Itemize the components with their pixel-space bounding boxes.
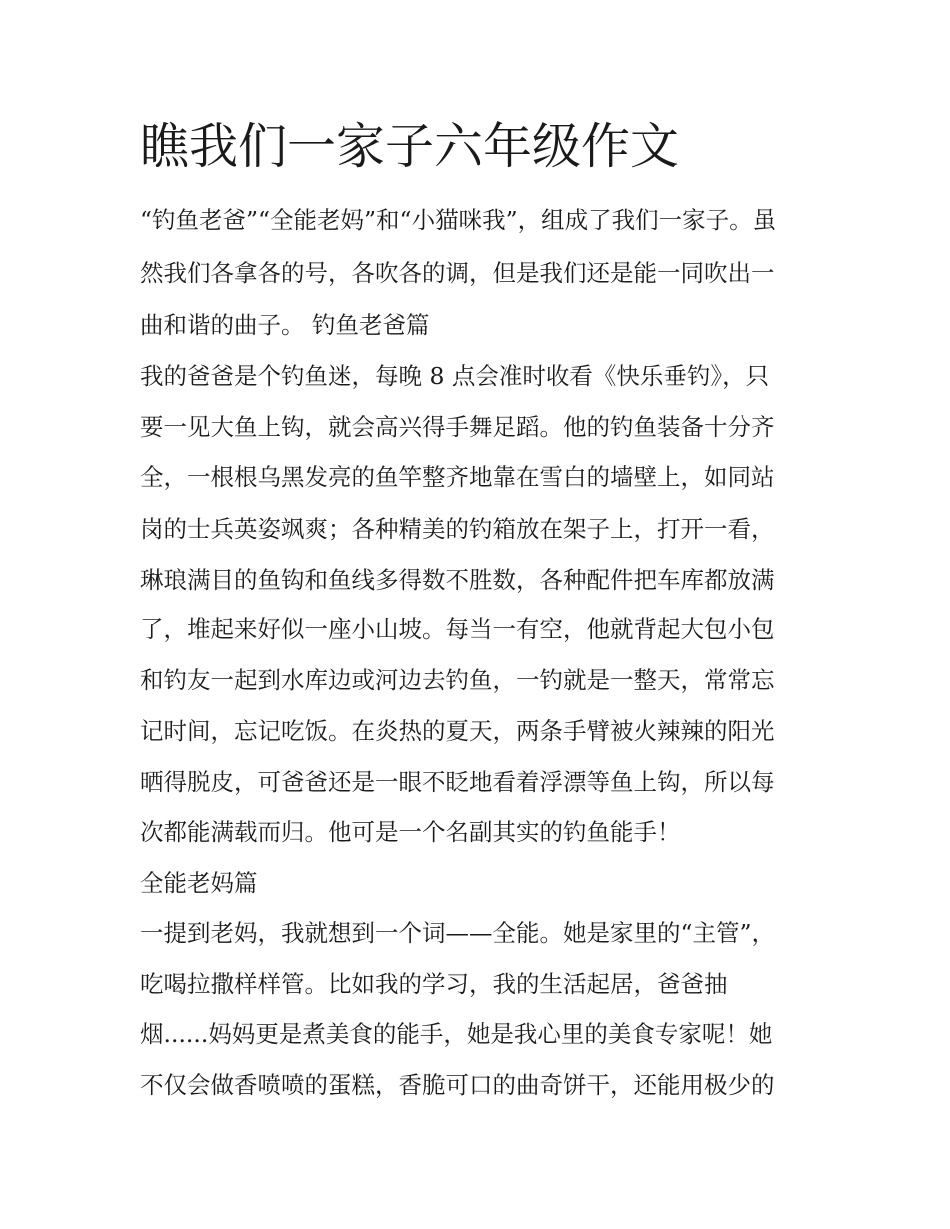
text-line: 不仅会做香喷喷的蛋糕，香脆可口的曲奇饼干，还能用极少的 — [140, 1071, 775, 1099]
text-line: “钓鱼老爸”“全能老妈”和“小猫咪我”，组成了我们一家子。虽 — [140, 206, 777, 234]
text-line: 然我们各拿各的号，各吹各的调，但是我们还是能一同吹出一 — [140, 259, 775, 287]
section-heading: 全能老妈篇 — [140, 869, 258, 897]
text-line: 曲和谐的曲子。 钓鱼老爸篇 — [140, 311, 430, 339]
text-line: 我的爸爸是个钓鱼迷，每晚 8 点会准时收看《快乐垂钓》，只 — [140, 362, 770, 390]
text-line: 了，堆起来好似一座小山坡。每当一有空，他就背起大包小包 — [140, 615, 775, 643]
text-line: 全，一根根乌黑发亮的鱼竿整齐地靠在雪白的墙壁上，如同站 — [140, 463, 775, 491]
text-line: 晒得脱皮，可爸爸还是一眼不眨地看着浮漂等鱼上钩，所以每 — [140, 768, 775, 796]
text-line: 吃喝拉撒样样管。比如我的学习，我的生活起居，爸爸抽 — [140, 970, 728, 998]
text-line: 次都能满载而归。他可是一个名副其实的钓鱼能手！ — [140, 818, 681, 846]
text-line: 烟......妈妈更是煮美食的能手，她是我心里的美食专家呢！她 — [140, 1020, 773, 1048]
text-line: 琳琅满目的鱼钩和鱼线多得数不胜数，各种配件把车库都放满 — [140, 566, 775, 594]
text-line: 记时间，忘记吃饭。在炎热的夏天，两条手臂被火辣辣的阳光 — [140, 717, 775, 745]
text-line: 一提到老妈，我就想到一个词——全能。她是家里的“主管”， — [140, 919, 776, 947]
text-line: 岗的士兵英姿飒爽；各种精美的钓箱放在架子上，打开一看， — [140, 515, 775, 543]
text-line: 和钓友一起到水库边或河边去钓鱼，一钓就是一整天，常常忘 — [140, 666, 775, 694]
text-line: 要一见大鱼上钩，就会高兴得手舞足蹈。他的钓鱼装备十分齐 — [140, 413, 775, 441]
document-title: 瞧我们一家子六年级作文 — [140, 118, 680, 175]
